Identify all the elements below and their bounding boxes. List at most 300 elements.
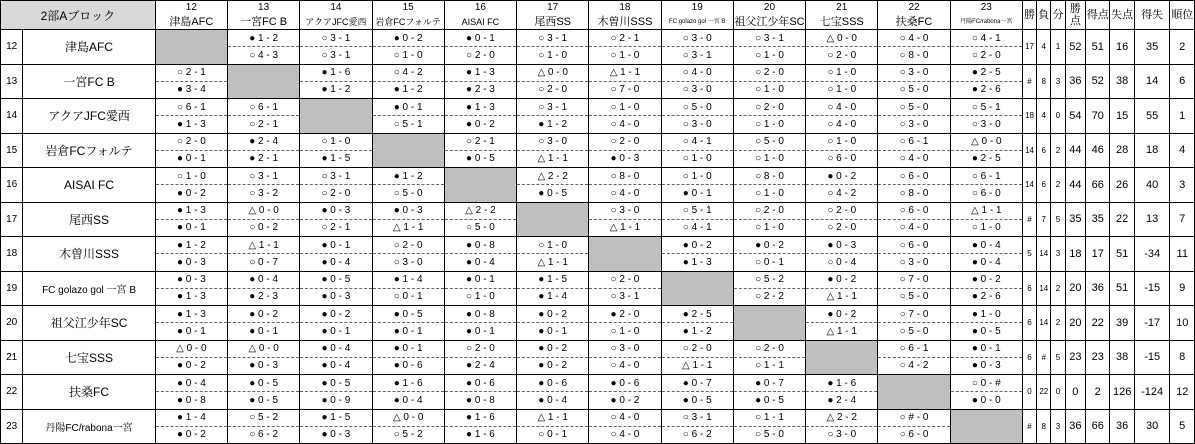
row-team-number: 15 — [1, 133, 23, 168]
standing-gf: 23 — [1086, 340, 1110, 375]
match-result-cell: ● 0 - 5 — [227, 375, 299, 392]
standing-d: 3 — [1051, 409, 1065, 444]
match-result-cell: ● 0 - 2 — [517, 340, 589, 357]
match-result-cell: ○ 4 - 0 — [806, 99, 878, 116]
match-result-cell: ○ 3 - 1 — [517, 30, 589, 47]
match-result-cell: ● 0 - 9 — [300, 392, 372, 409]
match-result-cell: ○ 3 - 0 — [517, 133, 589, 150]
match-result-cell: ○ 2 - 0 — [806, 202, 878, 219]
standing-rank: 2 — [1170, 30, 1195, 65]
match-result-cell: ● 0 - 0 — [950, 392, 1022, 409]
standing-gd: -34 — [1134, 237, 1170, 272]
match-result-cell: △ 2 - 2 — [806, 409, 878, 426]
self-match-cell — [227, 64, 299, 99]
match-result-cell: ● 0 - 7 — [661, 375, 733, 392]
table-row — [1, 116, 1195, 133]
match-result-cell: ● 2 - 4 — [227, 133, 299, 150]
match-result-cell: ● 0 - 2 — [155, 426, 227, 443]
match-result-cell: ● 1 - 5 — [300, 409, 372, 426]
standing-d: 1 — [1051, 30, 1065, 65]
match-result-cell: ○ 1 - 1 — [733, 409, 805, 426]
match-result-cell: ○ 4 - 1 — [661, 219, 733, 236]
match-result-cell: ● 0 - 1 — [372, 340, 444, 357]
match-result-cell: ● 0 - 5 — [950, 323, 1022, 340]
match-result-cell: ○ 3 - 0 — [878, 64, 950, 81]
match-result-cell: ● 1 - 2 — [300, 81, 372, 98]
column-team-number: 18 — [589, 1, 661, 16]
match-result-cell: ○ 1 - 0 — [300, 133, 372, 150]
match-result-cell: ○ 1 - 0 — [661, 150, 733, 167]
standing-gd: 40 — [1134, 168, 1170, 203]
column-team-number: 13 — [227, 1, 299, 16]
match-result-cell: ● 0 - 5 — [517, 185, 589, 202]
match-result-cell: △ 1 - 1 — [517, 254, 589, 271]
match-result-cell: ○ 4 - 2 — [806, 185, 878, 202]
match-result-cell: ○ 2 - 1 — [155, 64, 227, 81]
match-result-cell: ○ 2 - 0 — [733, 202, 805, 219]
standing-gd: -15 — [1134, 271, 1170, 306]
match-result-cell: ● 0 - 2 — [733, 237, 805, 254]
match-result-cell: ○ 3 - 1 — [589, 288, 661, 305]
match-result-cell: ● 1 - 2 — [227, 30, 299, 47]
match-result-cell: ● 1 - 2 — [517, 116, 589, 133]
row-team-name: アクアJFC愛西 — [23, 99, 155, 134]
match-result-cell: ● 0 - 1 — [155, 150, 227, 167]
match-result-cell: △ 0 - 0 — [155, 340, 227, 357]
match-result-cell: △ 1 - 1 — [517, 150, 589, 167]
match-result-cell: ○ 3 - 1 — [227, 168, 299, 185]
match-result-cell: ● 0 - 1 — [444, 271, 516, 288]
standing-ga: 15 — [1110, 99, 1134, 134]
match-result-cell: △ 0 - 0 — [227, 202, 299, 219]
match-result-cell: ● 0 - 2 — [806, 306, 878, 323]
match-result-cell: ○ 6 - 0 — [878, 237, 950, 254]
column-team-number: 15 — [372, 1, 444, 16]
match-result-cell: ● 0 - 3 — [806, 237, 878, 254]
stat-header: 失点 — [1110, 1, 1134, 30]
match-result-cell: ○ 2 - 0 — [517, 81, 589, 98]
match-result-cell: ○ 0 - 1 — [517, 426, 589, 443]
match-result-cell: ○ 1 - 0 — [806, 133, 878, 150]
table-row — [1, 409, 1195, 426]
standing-w: 17 — [1022, 30, 1036, 65]
match-result-cell: ● 0 - 1 — [155, 323, 227, 340]
match-result-cell: ○ # - 0 — [878, 409, 950, 426]
match-result-cell: ○ 5 - 1 — [950, 99, 1022, 116]
row-team-name: 一宮FC B — [23, 64, 155, 99]
column-team-number: 19 — [661, 1, 733, 16]
match-result-cell: ● 0 - 2 — [661, 237, 733, 254]
standing-pts: 20 — [1065, 306, 1085, 341]
standing-ga: 28 — [1110, 133, 1134, 168]
match-result-cell: ○ 5 - 2 — [227, 409, 299, 426]
standing-w: 5 — [1022, 237, 1036, 272]
match-result-cell: △ 1 - 1 — [517, 409, 589, 426]
row-team-name: 尾西SS — [23, 202, 155, 237]
match-result-cell: ● 0 - 3 — [300, 202, 372, 219]
match-result-cell: ● 1 - 6 — [300, 64, 372, 81]
match-result-cell: ● 1 - 5 — [300, 150, 372, 167]
match-result-cell: ● 1 - 2 — [372, 168, 444, 185]
standing-d: 2 — [1051, 168, 1065, 203]
table-row — [1, 288, 1195, 305]
match-result-cell: ● 1 - 2 — [661, 323, 733, 340]
match-result-cell: ○ 2 - 0 — [589, 271, 661, 288]
match-result-cell: ● 0 - 5 — [444, 150, 516, 167]
match-result-cell: ● 0 - 6 — [444, 375, 516, 392]
row-team-name: 津島AFC — [23, 30, 155, 65]
self-match-cell — [878, 375, 950, 410]
match-result-cell: ○ 1 - 0 — [661, 168, 733, 185]
match-result-cell: ● 0 - 5 — [300, 375, 372, 392]
table-row — [1, 340, 1195, 357]
standing-l: 4 — [1037, 99, 1051, 134]
standing-gf: 66 — [1086, 168, 1110, 203]
column-team-name: 津島AFC — [155, 15, 227, 30]
self-match-cell — [300, 99, 372, 134]
standing-rank: 9 — [1170, 271, 1195, 306]
match-result-cell: ○ 2 - 0 — [300, 185, 372, 202]
match-result-cell: ○ 6 - 1 — [950, 168, 1022, 185]
match-result-cell: ○ 1 - 0 — [589, 323, 661, 340]
table-row — [1, 81, 1195, 98]
match-result-cell: ○ 0 - 7 — [227, 254, 299, 271]
match-result-cell: ○ 2 - 0 — [155, 133, 227, 150]
match-result-cell: ○ 5 - 0 — [661, 99, 733, 116]
match-result-cell: ○ 1 - 0 — [733, 47, 805, 64]
standing-w: 14 — [1022, 133, 1036, 168]
match-result-cell: ● 1 - 4 — [517, 288, 589, 305]
match-result-cell: ○ 1 - 0 — [155, 168, 227, 185]
standing-l: 6 — [1037, 168, 1051, 203]
match-result-cell: ○ 1 - 0 — [733, 81, 805, 98]
match-result-cell: ○ 4 - 0 — [806, 116, 878, 133]
match-result-cell: ● 0 - 1 — [227, 323, 299, 340]
match-result-cell: ○ 7 - 0 — [589, 81, 661, 98]
match-result-cell: ○ 8 - 0 — [589, 168, 661, 185]
match-result-cell: ● 0 - 4 — [300, 340, 372, 357]
standing-d: 5 — [1051, 340, 1065, 375]
standing-rank: 12 — [1170, 375, 1195, 410]
match-result-cell: ○ 6 - 0 — [878, 426, 950, 443]
match-result-cell: ● 0 - 4 — [950, 254, 1022, 271]
match-result-cell: ● 0 - 6 — [372, 357, 444, 374]
match-result-cell: ● 2 - 3 — [227, 288, 299, 305]
match-result-cell: ○ 6 - 2 — [227, 426, 299, 443]
standing-rank: 5 — [1170, 409, 1195, 444]
match-result-cell: ○ 3 - 0 — [950, 116, 1022, 133]
standing-ga: 51 — [1110, 271, 1134, 306]
match-result-cell: ○ 1 - 1 — [733, 357, 805, 374]
standing-gd: 35 — [1134, 30, 1170, 65]
standing-l: 14 — [1037, 306, 1051, 341]
row-team-name: 丹陽FC/rabona一宮 — [23, 409, 155, 444]
match-result-cell: ● 1 - 3 — [155, 116, 227, 133]
match-result-cell: ● 2 - 0 — [589, 306, 661, 323]
row-team-number: 12 — [1, 30, 23, 65]
match-result-cell: ○ 0 - 1 — [733, 254, 805, 271]
header-row-names — [1, 15, 1195, 30]
match-result-cell: ● 0 - 3 — [589, 150, 661, 167]
match-result-cell: ● 1 - 3 — [444, 99, 516, 116]
match-result-cell: ● 2 - 5 — [661, 306, 733, 323]
match-result-cell: ● 1 - 6 — [372, 375, 444, 392]
match-result-cell: ○ 5 - 0 — [733, 133, 805, 150]
standing-l: 6 — [1037, 133, 1051, 168]
match-result-cell: ○ 3 - 0 — [878, 254, 950, 271]
standing-rank: 7 — [1170, 202, 1195, 237]
match-result-cell: △ 1 - 1 — [589, 64, 661, 81]
match-result-cell: ○ 3 - 0 — [661, 81, 733, 98]
match-result-cell: ○ 5 - 0 — [733, 426, 805, 443]
table-row — [1, 99, 1195, 116]
standing-l: 7 — [1037, 202, 1051, 237]
table-row — [1, 237, 1195, 254]
match-result-cell: ● 1 - 2 — [155, 237, 227, 254]
column-team-number: 20 — [733, 1, 805, 16]
match-result-cell: ○ 6 - 0 — [806, 150, 878, 167]
match-result-cell: ○ 3 - 2 — [227, 185, 299, 202]
standing-pts: 54 — [1065, 99, 1085, 134]
standing-w: 6 — [1022, 340, 1036, 375]
standing-pts: 36 — [1065, 64, 1085, 99]
match-result-cell: ○ 1 - 0 — [806, 64, 878, 81]
standing-rank: 8 — [1170, 340, 1195, 375]
standing-rank: 4 — [1170, 133, 1195, 168]
match-result-cell: ○ 2 - 0 — [444, 47, 516, 64]
match-result-cell: ● 2 - 1 — [227, 150, 299, 167]
match-result-cell: ○ 1 - 0 — [589, 47, 661, 64]
match-result-cell: ○ 4 - 0 — [589, 357, 661, 374]
match-result-cell: ○ 4 - 0 — [589, 116, 661, 133]
standing-rank: 11 — [1170, 237, 1195, 272]
match-result-cell: ● 0 - 1 — [155, 219, 227, 236]
match-result-cell: ○ 2 - 1 — [589, 30, 661, 47]
row-team-number: 23 — [1, 409, 23, 444]
match-result-cell: ○ 2 - 0 — [589, 133, 661, 150]
match-result-cell: ○ 3 - 0 — [589, 202, 661, 219]
match-result-cell: ● 0 - 4 — [372, 392, 444, 409]
standing-gd: -17 — [1134, 306, 1170, 341]
match-result-cell: ● 2 - 5 — [950, 64, 1022, 81]
column-team-number: 23 — [950, 1, 1022, 16]
match-result-cell: ○ 5 - 2 — [733, 271, 805, 288]
match-result-cell: △ 0 - 0 — [517, 64, 589, 81]
match-result-cell: ● 0 - 2 — [517, 357, 589, 374]
standing-gd: 55 — [1134, 99, 1170, 134]
match-result-cell: △ 0 - 0 — [950, 133, 1022, 150]
match-result-cell: ○ 3 - 1 — [300, 30, 372, 47]
standing-l: 14 — [1037, 237, 1051, 272]
match-result-cell: ○ 4 - 0 — [661, 64, 733, 81]
standing-l: 22 — [1037, 375, 1051, 410]
match-result-cell: △ 2 - 2 — [517, 168, 589, 185]
match-result-cell: ● 0 - 2 — [806, 271, 878, 288]
match-result-cell: ○ 4 - 0 — [589, 409, 661, 426]
match-result-cell: ○ 1 - 0 — [444, 288, 516, 305]
standing-rank: 1 — [1170, 99, 1195, 134]
standing-rank: 10 — [1170, 306, 1195, 341]
table-row — [1, 271, 1195, 288]
table-row — [1, 64, 1195, 81]
match-result-cell: ○ 8 - 0 — [878, 47, 950, 64]
match-result-cell: ● 1 - 3 — [155, 306, 227, 323]
standing-d: 5 — [1051, 202, 1065, 237]
match-result-cell: ● 0 - 5 — [372, 306, 444, 323]
match-result-cell: ● 0 - 2 — [155, 185, 227, 202]
match-result-cell: ● 0 - 6 — [517, 375, 589, 392]
self-match-cell — [517, 202, 589, 237]
standing-l: 14 — [1037, 271, 1051, 306]
standing-pts: 20 — [1065, 271, 1085, 306]
column-team-number: 21 — [806, 1, 878, 16]
row-team-number: 17 — [1, 202, 23, 237]
match-result-cell: ○ 1 - 0 — [517, 47, 589, 64]
standing-gd: -15 — [1134, 340, 1170, 375]
match-result-cell: ○ 7 - 0 — [878, 271, 950, 288]
match-result-cell: ● 0 - 2 — [155, 357, 227, 374]
match-result-cell: ○ 2 - 0 — [372, 237, 444, 254]
self-match-cell — [661, 271, 733, 306]
column-team-name: 岩倉FCフォルテ — [372, 15, 444, 30]
match-result-cell: ○ 1 - 0 — [517, 237, 589, 254]
table-row — [1, 150, 1195, 167]
match-result-cell: ● 3 - 4 — [155, 81, 227, 98]
match-result-cell: ○ 4 - 0 — [878, 219, 950, 236]
table-row — [1, 306, 1195, 323]
match-result-cell: ○ 3 - 1 — [661, 47, 733, 64]
row-team-name: 岩倉FCフォルテ — [23, 133, 155, 168]
standing-w: 6 — [1022, 306, 1036, 341]
match-result-cell: ● 0 - 2 — [950, 271, 1022, 288]
block-title: 2部Aブロック — [1, 1, 156, 30]
table-row — [1, 375, 1195, 392]
match-result-cell: ○ 2 - 0 — [806, 47, 878, 64]
match-result-cell: ● 0 - 2 — [517, 306, 589, 323]
match-result-cell: ● 0 - 1 — [661, 185, 733, 202]
match-result-cell: ● 0 - 3 — [155, 271, 227, 288]
match-result-cell: ○ 4 - 0 — [878, 30, 950, 47]
match-result-cell: ● 0 - 3 — [300, 288, 372, 305]
self-match-cell — [372, 133, 444, 168]
match-result-cell: ● 0 - 4 — [227, 271, 299, 288]
table-row — [1, 202, 1195, 219]
match-result-cell: ○ 7 - 0 — [878, 306, 950, 323]
table-row — [1, 168, 1195, 185]
column-team-number: 17 — [517, 1, 589, 16]
row-team-number: 16 — [1, 168, 23, 203]
match-result-cell: ● 0 - 2 — [227, 306, 299, 323]
column-team-name: 七宝SSS — [806, 15, 878, 30]
match-result-cell: ● 1 - 5 — [517, 271, 589, 288]
standing-ga: 22 — [1110, 202, 1134, 237]
match-result-cell: ○ 3 - 0 — [372, 254, 444, 271]
match-result-cell: ● 0 - 2 — [444, 116, 516, 133]
match-result-cell: ○ 2 - 0 — [444, 340, 516, 357]
match-result-cell: ● 1 - 3 — [155, 202, 227, 219]
standing-w: # — [1022, 202, 1036, 237]
standing-l: 8 — [1037, 64, 1051, 99]
match-result-cell: ○ 5 - 0 — [878, 288, 950, 305]
self-match-cell — [806, 340, 878, 375]
match-result-cell: ○ 5 - 1 — [661, 202, 733, 219]
row-team-name: 木曽川SSS — [23, 237, 155, 272]
column-team-number: 22 — [878, 1, 950, 16]
match-result-cell: ○ 0 - 4 — [806, 254, 878, 271]
match-result-cell: ○ 0 - 2 — [227, 219, 299, 236]
match-result-cell: ● 0 - 1 — [300, 323, 372, 340]
self-match-cell — [444, 168, 516, 203]
row-team-name: 七宝SSS — [23, 340, 155, 375]
standing-gd: 13 — [1134, 202, 1170, 237]
standing-pts: 52 — [1065, 30, 1085, 65]
match-result-cell: ○ 5 - 0 — [878, 99, 950, 116]
table-row — [1, 30, 1195, 47]
match-result-cell: ○ 2 - 2 — [733, 288, 805, 305]
standing-d: 2 — [1051, 271, 1065, 306]
standing-w: # — [1022, 409, 1036, 444]
match-result-cell: △ 1 - 1 — [806, 323, 878, 340]
match-result-cell: ○ 6 - 0 — [878, 168, 950, 185]
row-team-number: 18 — [1, 237, 23, 272]
standing-ga: 26 — [1110, 168, 1134, 203]
match-result-cell: ● 0 - 8 — [155, 392, 227, 409]
standing-gf: 22 — [1086, 306, 1110, 341]
match-result-cell: ● 2 - 6 — [950, 288, 1022, 305]
match-result-cell: ● 0 - 4 — [300, 254, 372, 271]
match-result-cell: ○ 5 - 0 — [444, 219, 516, 236]
match-result-cell: ○ 6 - 1 — [878, 340, 950, 357]
match-result-cell: ● 1 - 3 — [155, 288, 227, 305]
match-result-cell: ● 0 - 2 — [589, 392, 661, 409]
match-result-cell: ● 0 - 1 — [300, 237, 372, 254]
match-result-cell: ○ 2 - 0 — [733, 99, 805, 116]
match-result-cell: ● 0 - 1 — [444, 323, 516, 340]
standing-w: 0 — [1022, 375, 1036, 410]
standing-gf: 52 — [1086, 64, 1110, 99]
row-team-number: 13 — [1, 64, 23, 99]
match-result-cell: ● 0 - 7 — [733, 375, 805, 392]
match-result-cell: ● 0 - 3 — [950, 357, 1022, 374]
match-result-cell: ○ 3 - 0 — [589, 340, 661, 357]
match-result-cell: ● 0 - 2 — [372, 30, 444, 47]
match-result-cell: ○ 8 - 0 — [878, 185, 950, 202]
standing-ga: 36 — [1110, 409, 1134, 444]
standing-ga: 16 — [1110, 30, 1134, 65]
match-result-cell: ○ 6 - 0 — [878, 202, 950, 219]
table-row — [1, 133, 1195, 150]
match-result-cell: ○ 3 - 1 — [300, 47, 372, 64]
standing-gf: 17 — [1086, 237, 1110, 272]
match-result-cell: ○ 2 - 0 — [733, 64, 805, 81]
stat-header: 負 — [1037, 1, 1051, 30]
row-team-number: 20 — [1, 306, 23, 341]
match-result-cell: ● 0 - 4 — [155, 375, 227, 392]
match-result-cell: △ 1 - 1 — [806, 288, 878, 305]
standing-gd: 18 — [1134, 133, 1170, 168]
standing-gf: 35 — [1086, 202, 1110, 237]
match-result-cell: ○ 2 - 0 — [806, 219, 878, 236]
column-team-number: 16 — [444, 1, 516, 16]
column-team-name: FC golazo gol 一宮 B — [661, 15, 733, 30]
standing-d: 2 — [1051, 133, 1065, 168]
standing-pts: 18 — [1065, 237, 1085, 272]
match-result-cell: ● 1 - 3 — [444, 64, 516, 81]
stat-header: 得失 — [1134, 1, 1170, 30]
match-result-cell: ○ 1 - 0 — [733, 116, 805, 133]
standing-gf: 70 — [1086, 99, 1110, 134]
self-match-cell — [950, 409, 1022, 444]
